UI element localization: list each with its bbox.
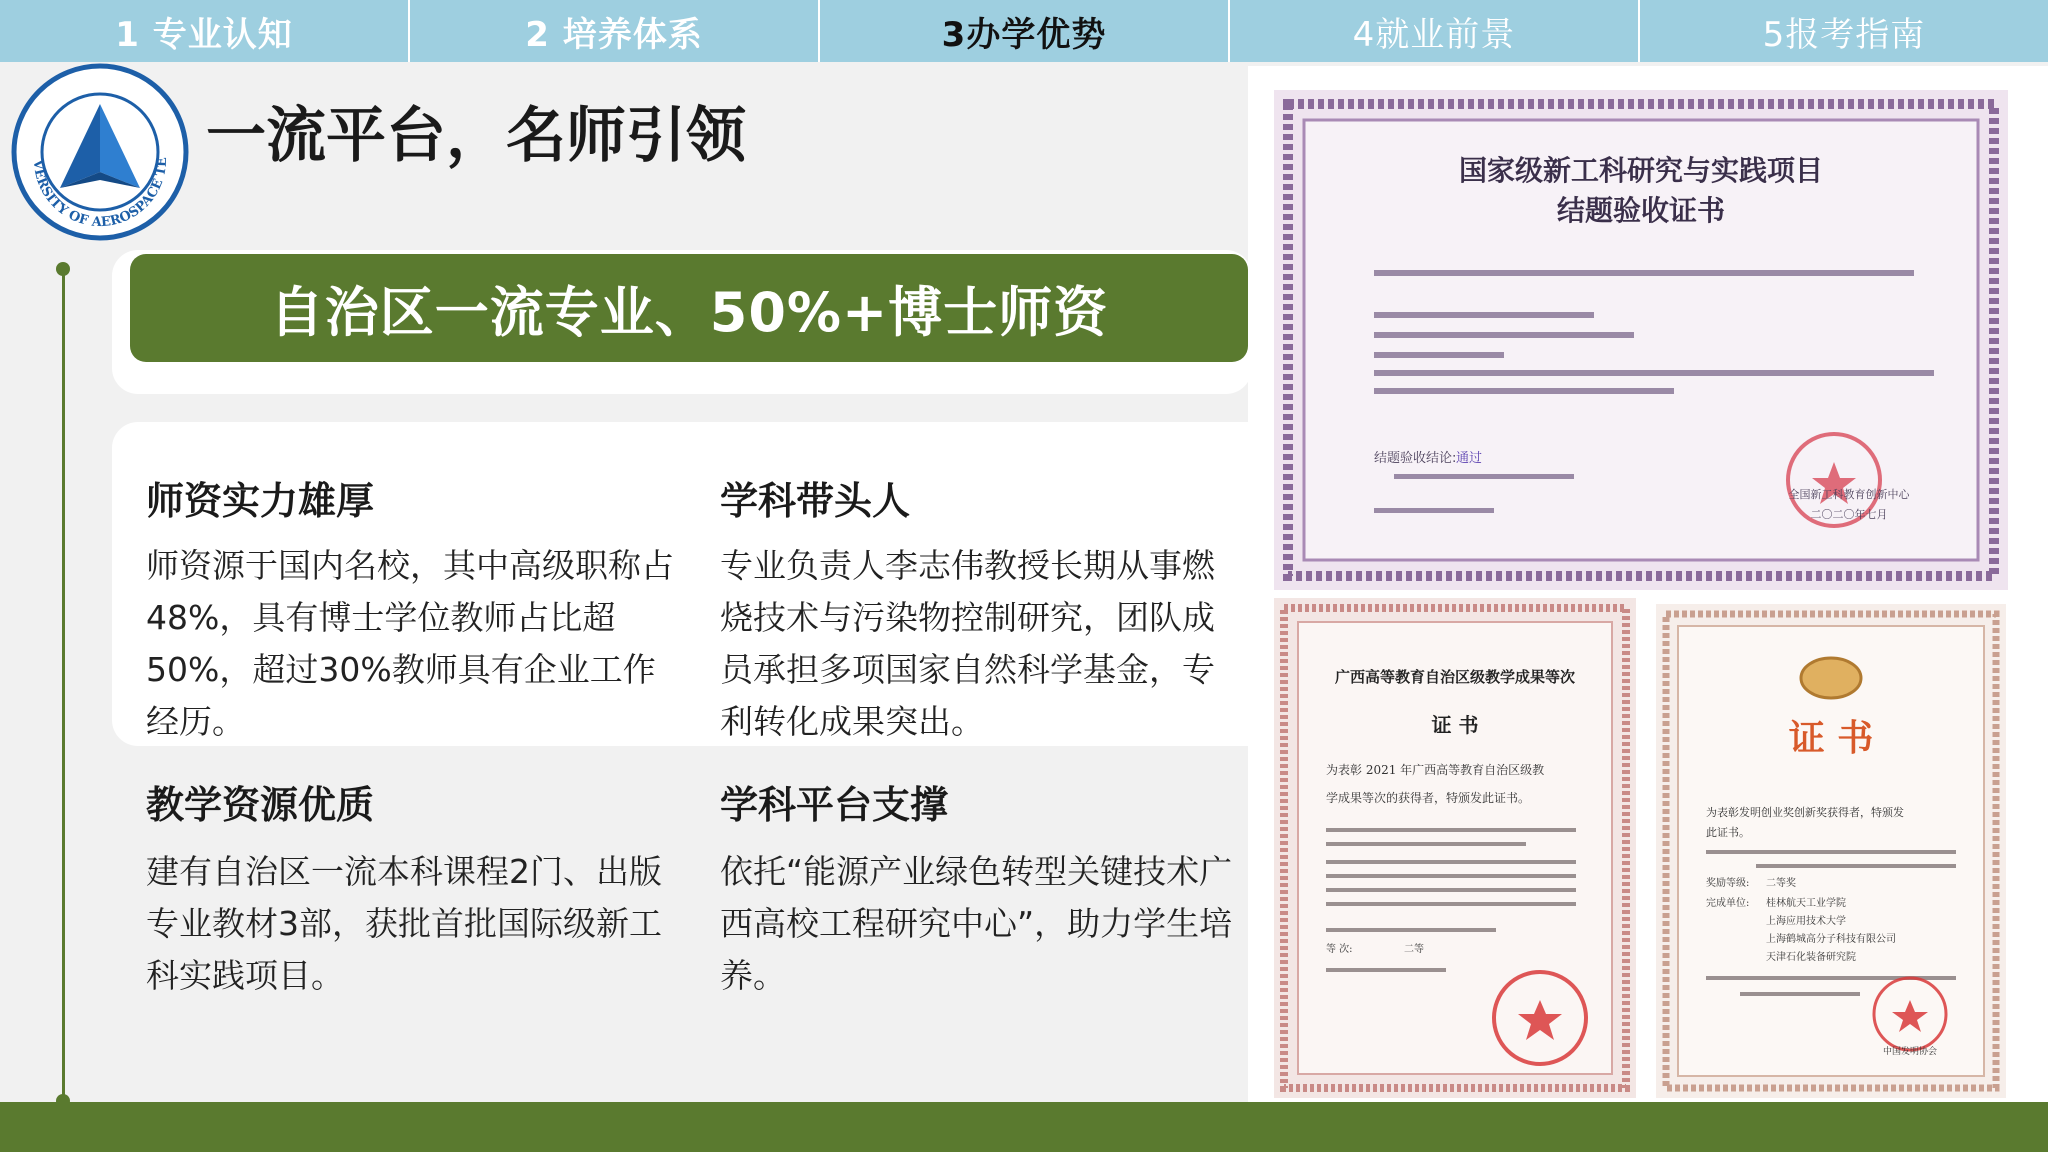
section-body-discipline-leader: 专业负责人李志伟教授长期从事燃烧技术与污染物控制研究，团队成员承担多项国家自然科学基金，专利转化成果突出。 xyxy=(720,546,1215,741)
footer-bar xyxy=(0,1102,2048,1152)
svg-text:完成单位:: 完成单位: xyxy=(1706,898,1750,909)
page-title: 一流平台，名师引领 xyxy=(206,101,746,171)
svg-text:国家级新工科研究与实践项目: 国家级新工科研究与实践项目 xyxy=(1458,154,1824,187)
svg-text:证 书: 证 书 xyxy=(1431,713,1479,737)
section-body-discipline-platform: 依托“能源产业绿色转型关键技术广西高校工程研究中心”，助力学生培养。 xyxy=(720,852,1233,995)
svg-text:证 书: 证 书 xyxy=(1788,717,1874,759)
certificate-teaching-achievement xyxy=(1274,598,1636,1098)
top-navigation xyxy=(0,0,2048,62)
highlight-banner: 自治区一流专业、50%+博士师资 xyxy=(130,254,1248,362)
svg-text:天津石化装备研究院: 天津石化装备研究院 xyxy=(1766,952,1856,963)
university-logo xyxy=(8,60,192,244)
tab-application-guide[interactable]: 5报考指南 xyxy=(1638,0,2048,62)
tab-professional-cognition[interactable]: 1 专业认知 xyxy=(0,0,408,62)
section-body-teaching-resources: 建有自治区一流本科课程2门、出版专业教材3部，获批首批国际级新工科实践项目。 xyxy=(146,852,662,995)
svg-text:中国发明协会: 中国发明协会 xyxy=(1882,1047,1938,1057)
svg-text:全国新工科教育创新中心: 全国新工科教育创新中心 xyxy=(1788,488,1910,501)
svg-text:等 次:: 等 次: xyxy=(1326,944,1353,955)
svg-text:奖励等级:: 奖励等级: xyxy=(1706,878,1750,889)
svg-text:GUILIN UNIVERSITY OF AEROSPACE: VERSITY OF AEROSPACE TE xyxy=(29,156,171,231)
section-body-faculty: 师资源于国内名校，其中高级职称占48%，具有博士学位教师占比超50%，超过30%教师具有企业工作经历。 xyxy=(146,546,674,741)
section-heading-faculty: 师资实力雄厚 xyxy=(146,479,375,523)
timeline-dot-top xyxy=(56,262,70,276)
svg-text:二等奖: 二等奖 xyxy=(1766,878,1796,889)
svg-text:结题验收证书: 结题验收证书 xyxy=(1556,194,1726,227)
svg-text:结题验收结论:: 结题验收结论: xyxy=(1374,451,1457,466)
tab-employment-prospects[interactable]: 4就业前景 xyxy=(1228,0,1638,62)
svg-text:二等: 二等 xyxy=(1404,944,1424,955)
tab-training-system[interactable]: 2 培养体系 xyxy=(408,0,818,62)
tab-school-advantages[interactable]: 3办学优势 xyxy=(818,0,1228,62)
timeline-line xyxy=(62,268,65,1103)
svg-text:此证书。: 此证书。 xyxy=(1706,826,1750,839)
svg-text:上海应用技术大学: 上海应用技术大学 xyxy=(1766,916,1846,927)
section-heading-discipline-platform: 学科平台支撑 xyxy=(720,783,949,827)
svg-text:为表彰发明创业奖创新奖获得者，特颁发: 为表彰发明创业奖创新奖获得者，特颁发 xyxy=(1706,806,1904,819)
svg-text:广西高等教育自治区级教学成果等次: 广西高等教育自治区级教学成果等次 xyxy=(1334,668,1576,686)
certificate-new-engineering xyxy=(1274,90,2008,590)
svg-text:二〇二〇年七月: 二〇二〇年七月 xyxy=(1810,508,1888,521)
certificate-invention-award xyxy=(1656,604,2006,1098)
svg-text:通过: 通过 xyxy=(1456,451,1483,466)
svg-text:为表彰 2021 年广西高等教育自治区级教: 为表彰 2021 年广西高等教育自治区级教 xyxy=(1326,763,1545,777)
svg-text:学成果等次的获得者，特颁发此证书。: 学成果等次的获得者，特颁发此证书。 xyxy=(1326,791,1531,805)
section-heading-discipline-leader: 学科带头人 xyxy=(720,479,911,523)
svg-text:桂林航天工业学院: 桂林航天工业学院 xyxy=(1766,898,1846,909)
svg-text:上海鹤城高分子科技有限公司: 上海鹤城高分子科技有限公司 xyxy=(1766,934,1896,945)
section-heading-teaching-resources: 教学资源优质 xyxy=(146,783,375,827)
